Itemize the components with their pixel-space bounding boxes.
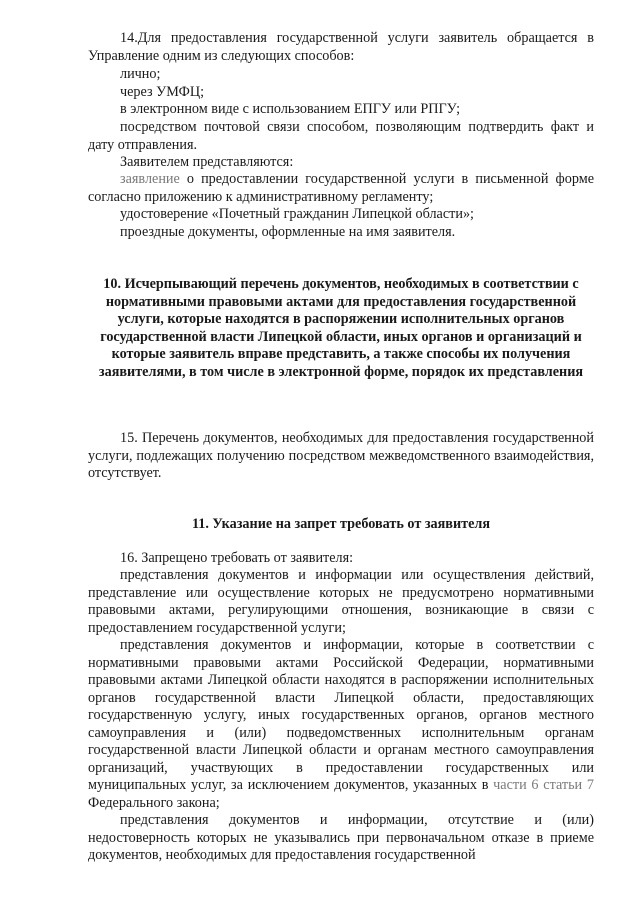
doc-application-text: о предоставлении государственной услуги в письменной форме согласно приложению к административному регламенту; (88, 171, 594, 205)
paragraph-15: 15. Перечень документов, необходимых для предоставления государственной услуги, подлежащих получению посредством межведомственного взаимодействия, отсутствует. (88, 430, 594, 481)
prohibition-item-2-end: Федерального закона; (88, 794, 220, 811)
prohibition-item-1: представления документов и информации или осуществления действий, представление или осуществление которых не предусмотрено нормативными правовыми актами, регулирующими отношения, возникающие в связи с предоставлением государственной услуги; (88, 567, 594, 636)
prohibition-item-2 (88, 637, 594, 812)
way-mfc: через УМФЦ; (120, 84, 205, 100)
paragraph-16-intro: 16. Запрещено требовать от заявителя: (120, 550, 354, 566)
section-11-title: 11. Указание на запрет требовать от заявителя (191, 516, 491, 532)
doc-application (88, 171, 594, 206)
applicant-presents: Заявителем представляются: (120, 154, 294, 170)
way-electronic: в электронном виде с использованием ЕПГУ или РПГУ; (120, 101, 461, 117)
doc-travel: проездные документы, оформленные на имя заявителя. (120, 224, 456, 240)
way-post: посредством почтовой связи способом, позволяющим подтвердить факт и дату отправления. (88, 119, 594, 153)
paragraph-14-intro: 14.Для предоставления государственной услуги заявитель обращается в Управление одним из следующих способов: (88, 30, 594, 64)
application-link[interactable]: заявление (120, 171, 180, 187)
law-article-link[interactable]: части 6 статьи 7 (493, 777, 594, 793)
section-10-title: 10. Исчерпывающий перечень документов, необходимых в соответствии с нормативными правовыми актами для предоставления государственной услуги, которые находятся в распоряжении исполнительных органов государственной власти Липецкой области, иных органов и организаций и которые заявитель вправе представить, а также способы их получения заявителями, в том числе в электронной форме, порядок их представления (98, 276, 584, 380)
prohibition-item-2-text: представления документов и информации, которые в соответствии с нормативными правовыми актами Российской Федерации, нормативными правовыми актами Липецкой области находятся в распоряжении исполнительных органов государственной власти Липецкой области, предоставляющих государственную услугу, иных государственных органов, органов местного самоуправления и (или) подведомственных исполнительным органам государственной власти Липецкой области и органам местного самоуправления организаций, участвующих в предоставлении государственных или муниципальных услуг, за исключением документов, указанных в (88, 637, 594, 793)
doc-certificate: удостоверение «Почетный гражданин Липецкой области»; (120, 206, 474, 222)
way-in-person: лично; (120, 66, 161, 82)
prohibition-item-3: представления документов и информации, отсутствие и (или) недостоверность которых не указывались при первоначальном отказе в приеме документов, необходимых для предоставления государственной (88, 812, 594, 863)
